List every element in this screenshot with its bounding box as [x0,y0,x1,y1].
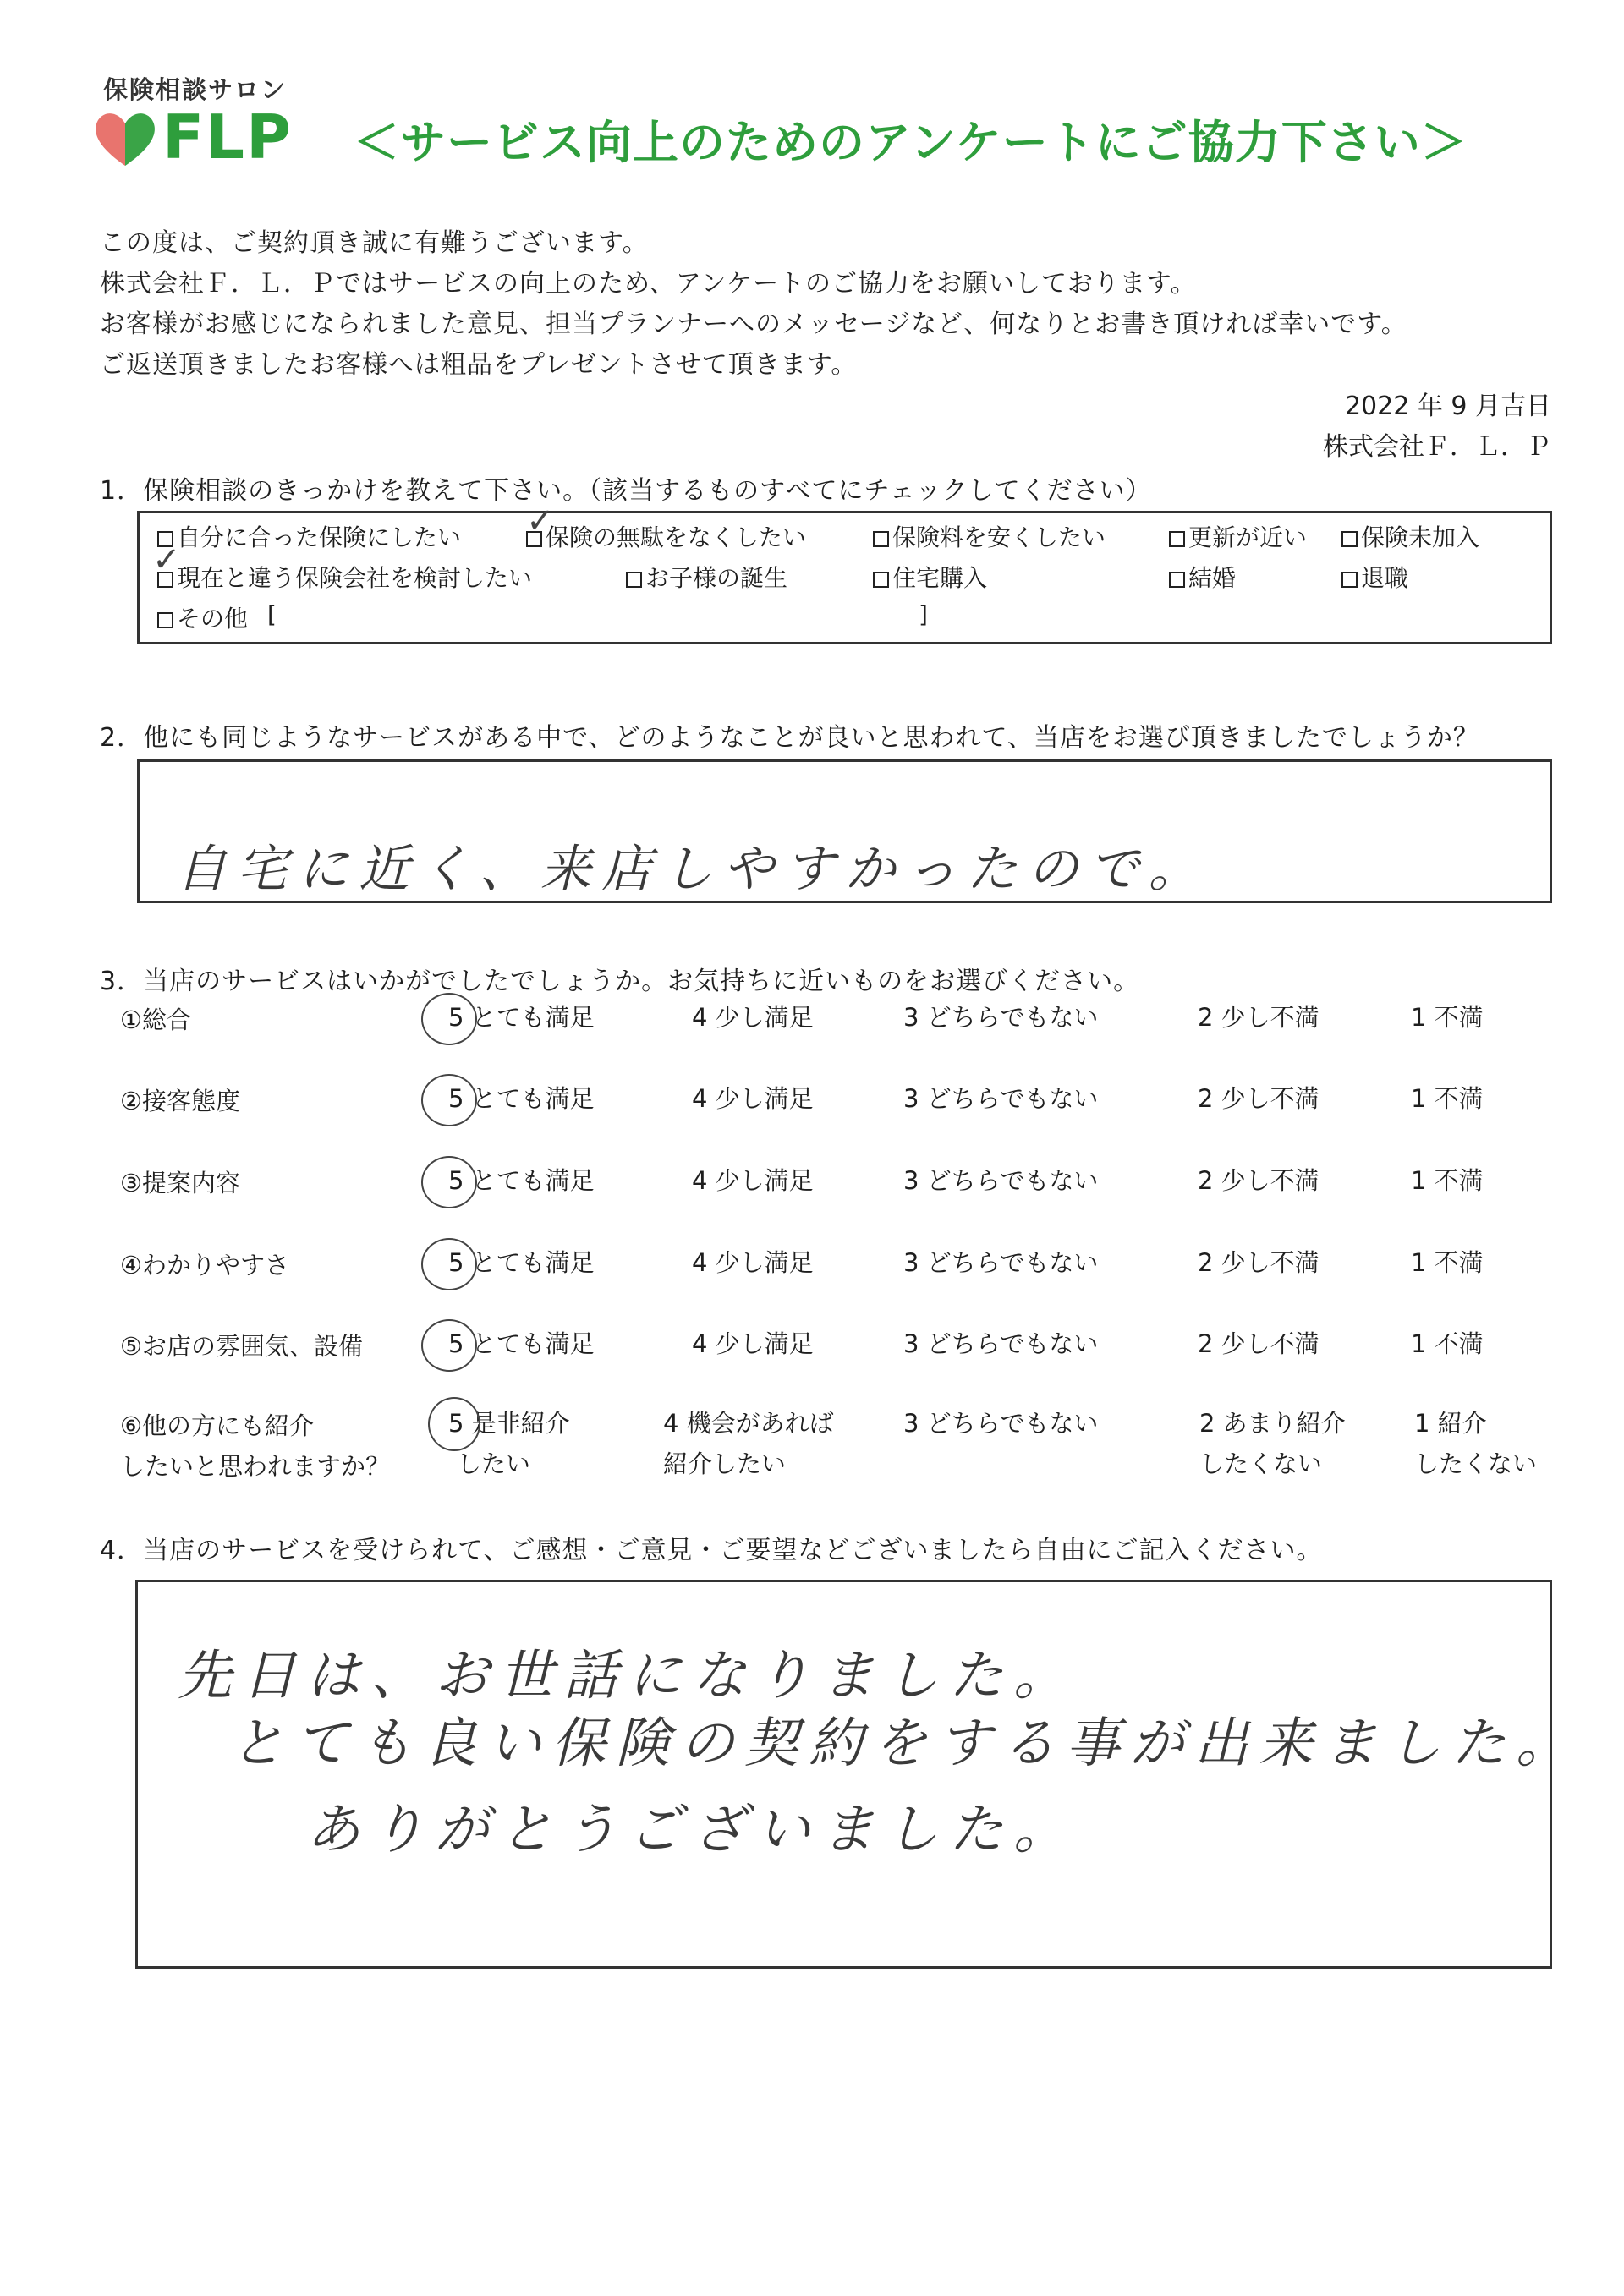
checkbox[interactable] [1169,531,1185,547]
page-title: ＜サービス向上のためのアンケートにご協力下さい＞ [354,116,1468,169]
rating-choice-5[interactable]: 5 是非紹介 [448,1409,570,1438]
checkbox[interactable] [1341,572,1358,588]
selection-circle-icon [421,993,477,1045]
rating-choice-2: したくない [1199,1449,1323,1478]
selection-circle-icon [421,1156,477,1208]
rating-choice-1[interactable]: 1 紹介 [1414,1409,1487,1438]
option-renewal-near[interactable]: 更新が近い [1169,519,1307,553]
intro-line: ご返送頂きましたお客様へは粗品をプレゼントさせて頂きます。 [100,350,858,380]
selection-circle-icon [421,1319,477,1372]
rating-choice-3[interactable]: 3 どちらでもない [903,1409,1099,1438]
checkbox[interactable] [873,531,889,547]
rating-choice-2[interactable]: 2 あまり紹介 [1199,1409,1346,1438]
option-other-company[interactable]: 現在と違う保険会社を検討したい [157,560,532,594]
other-bracket-close: ] [919,600,928,628]
rating-choice-2[interactable]: 2 少し不満 [1198,1248,1320,1277]
logo-text: FLP [162,101,293,173]
logo-subtitle: 保険相談サロン [103,75,288,104]
rating-choice-4: 紹介したい [663,1449,787,1478]
rating-choice-5[interactable]: 5 とても満足 [448,1248,595,1277]
check-mark-icon: ✓ [152,540,181,579]
question-2-handwritten-answer: 自宅に近く、来店しやすかったので。 [176,840,1210,899]
intro-line: お客様がお感じになられました意見、担当プランナーへのメッセージなど、何なりとお書き頂ければ幸いです。 [100,310,1407,339]
issue-date: 2022 年 9 月吉日 [1344,392,1551,421]
logo [90,103,293,171]
rating-choice-1: したくない [1414,1449,1538,1478]
rating-choice-3[interactable]: 3 どちらでもない [903,1248,1099,1277]
intro-line: この度は、ご契約頂き誠に有難うございます。 [100,228,649,258]
checkbox[interactable] [1169,572,1185,588]
rating-choice-3[interactable]: 3 どちらでもない [903,1329,1099,1358]
heart-leaf-icon [90,103,161,171]
rating-choice-5[interactable]: 5 とても満足 [448,1166,595,1195]
rating-choice-4[interactable]: 4 少し満足 [692,1003,814,1032]
intro-line: 株式会社Ｆ．Ｌ．Ｐではサービスの向上のため、アンケートのご協力をお願いしております。 [100,269,1197,299]
rating-row-label: ②接客態度 [120,1087,240,1115]
question-4-title: 4．当店のサービスを受けられて、ご感想・ご意見・ご要望などございましたら自由にご記入ください。 [100,1536,1323,1565]
rating-row-label: ①総合 [120,1006,191,1034]
rating-choice-4[interactable]: 4 少し満足 [692,1084,814,1113]
rating-row-label: ④わかりやすさ [120,1251,289,1280]
rating-choice-5: したい [457,1449,531,1478]
question-2-title: 2．他にも同じようなサービスがある中で、どのようなことが良いと思われて、当店をお選び頂きましたでしょうか？ [100,723,1479,753]
question-4-answer-line: 先日は、お世話になりました。 [178,1645,1078,1707]
option-retirement[interactable]: 退職 [1341,560,1408,594]
option-fit-insurance[interactable]: 自分に合った保険にしたい [157,519,461,553]
checkbox[interactable] [873,572,889,588]
selection-circle-icon [421,1074,477,1126]
rating-choice-1[interactable]: 1 不満 [1411,1166,1484,1195]
rating-choice-5[interactable]: 5 とても満足 [448,1084,595,1113]
option-child-birth[interactable]: お子様の誕生 [626,560,787,594]
company-name: 株式会社Ｆ．Ｌ．Ｐ [1323,432,1551,462]
rating-row-label: したいと思われますか？ [120,1452,391,1481]
question-4-answer-line: とても良い保険の契約をする事が出来ました。 [230,1712,1580,1775]
checkbox[interactable] [157,612,173,628]
rating-choice-4[interactable]: 4 機会があれば [663,1409,834,1438]
other-bracket-open: [ [267,600,277,628]
rating-choice-5[interactable]: 5 とても満足 [448,1003,595,1032]
rating-choice-2[interactable]: 2 少し不満 [1198,1329,1320,1358]
question-1-title: 1．保険相談のきっかけを教えて下さい。（該当するものすべてにチェックしてください） [100,476,1152,506]
rating-row-label: ⑥他の方にも紹介 [120,1411,314,1440]
rating-choice-3[interactable]: 3 どちらでもない [903,1084,1099,1113]
rating-choice-3[interactable]: 3 どちらでもない [903,1166,1099,1195]
rating-choice-2[interactable]: 2 少し不満 [1198,1166,1320,1195]
rating-choice-3[interactable]: 3 どちらでもない [903,1003,1099,1032]
question-4-answer-line: ありがとうございました。 [306,1799,1078,1861]
checkbox[interactable] [626,572,642,588]
rating-choice-1[interactable]: 1 不満 [1411,1084,1484,1113]
rating-choice-4[interactable]: 4 少し満足 [692,1248,814,1277]
rating-row-label: ⑤お店の雰囲気、設備 [120,1332,363,1361]
rating-choice-2[interactable]: 2 少し不満 [1198,1084,1320,1113]
rating-choice-4[interactable]: 4 少し満足 [692,1166,814,1195]
check-mark-icon: ✓ [526,501,555,540]
rating-choice-1[interactable]: 1 不満 [1411,1248,1484,1277]
checkbox[interactable] [1341,531,1358,547]
option-other[interactable]: その他 [157,600,248,634]
rating-choice-1[interactable]: 1 不満 [1411,1329,1484,1358]
option-marriage[interactable]: 結婚 [1169,560,1236,594]
rating-row-label: ③提案内容 [120,1169,240,1197]
rating-choice-1[interactable]: 1 不満 [1411,1003,1484,1032]
rating-choice-5[interactable]: 5 とても満足 [448,1329,595,1358]
question-3-title: 3．当店のサービスはいかがでしたでしょうか。お気持ちに近いものをお選びください。 [100,967,1140,996]
rating-choice-2[interactable]: 2 少し不満 [1198,1003,1320,1032]
rating-choice-4[interactable]: 4 少し満足 [692,1329,814,1358]
selection-circle-icon [421,1238,477,1290]
selection-circle-icon [428,1397,480,1451]
option-reduce-waste[interactable]: 保険の無駄をなくしたい [526,519,806,553]
option-uninsured[interactable]: 保険未加入 [1341,519,1479,553]
option-house-purchase[interactable]: 住宅購入 [873,560,987,594]
option-cheaper-premium[interactable]: 保険料を安くしたい [873,519,1106,553]
